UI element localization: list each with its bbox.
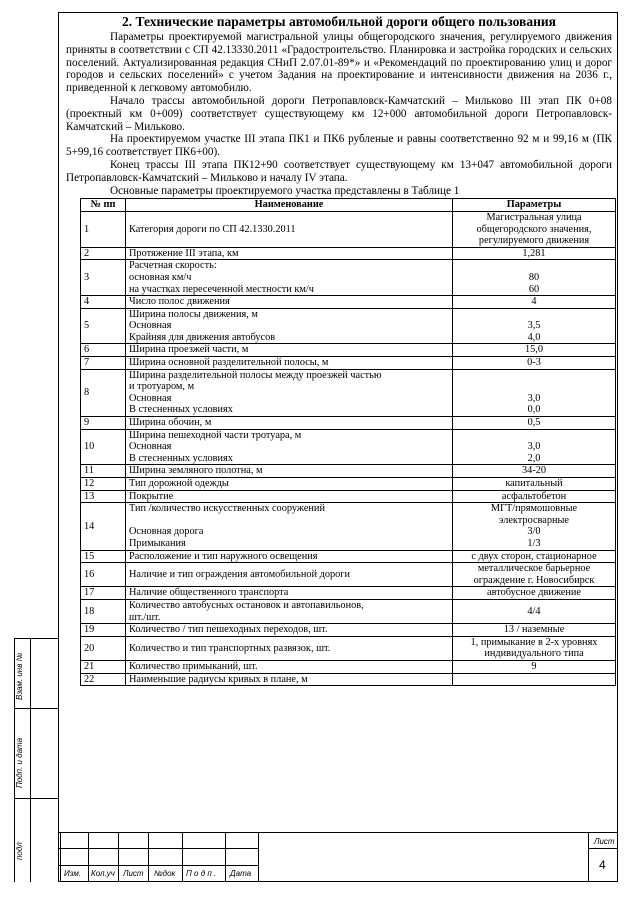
table-row: [81, 344, 616, 357]
col-kolvo: Кол.уч: [91, 869, 115, 878]
row-name: [126, 260, 453, 296]
table-row: [81, 357, 616, 370]
row-param-line: [456, 370, 612, 382]
row-number: 20: [81, 636, 126, 660]
row-param-line: асфальтобетон: [501, 490, 567, 502]
row-name: [126, 624, 453, 637]
row-param-line: 0,5: [527, 417, 541, 429]
row-param-line: индивидуального типа: [484, 648, 584, 660]
row-param: [453, 587, 616, 600]
col-ndok: №док: [154, 869, 176, 878]
row-number: 4: [81, 296, 126, 309]
row-param-line: 60: [528, 283, 540, 295]
row-number: 9: [81, 417, 126, 430]
row-param-line: металлическое барьерное: [477, 563, 591, 575]
row-param-line: 2,0: [527, 452, 541, 464]
row-name-line: Протяжение III этапа, км: [129, 247, 239, 259]
row-param-line: общегородского значения,: [476, 223, 592, 235]
row-param: [453, 344, 616, 357]
table-row: [81, 429, 616, 465]
row-name-line: Категория дороги по СП 42.1330.2011: [129, 223, 296, 235]
row-param: [453, 599, 616, 623]
table-row: [81, 211, 616, 247]
row-param-line: 0,0: [527, 404, 541, 416]
header-name: Наименование: [126, 199, 453, 212]
row-name-line: Основная дорога: [129, 526, 204, 538]
table-row: [81, 503, 616, 550]
table-row: [81, 673, 616, 686]
row-number: 17: [81, 587, 126, 600]
row-param-line: электросварные: [498, 514, 569, 526]
row-name-line: Примыкания: [129, 537, 186, 549]
row-param-line: 15,0: [524, 344, 544, 356]
row-name-line: Количество / тип пешеходных переходов, шт.: [129, 624, 328, 636]
row-param-line: 1,281: [522, 247, 546, 259]
row-param-line: 80: [528, 271, 540, 283]
row-name-line: основная км/ч: [129, 271, 192, 283]
row-param-line: [456, 381, 612, 393]
row-param: [453, 357, 616, 370]
row-name: [126, 563, 453, 587]
col-izm: Изм.: [64, 869, 82, 878]
row-name: [126, 296, 453, 309]
row-name-line: В стесненных условиях: [129, 452, 233, 464]
document-body: [66, 14, 612, 686]
row-name-line: Ширина проезжей части, м: [129, 344, 249, 356]
row-name: [126, 636, 453, 660]
sheet-number: 4: [599, 858, 606, 872]
row-param-line: регулируемого движения: [478, 235, 590, 247]
table-row: [81, 563, 616, 587]
row-name-line: [129, 515, 449, 527]
row-param-line: автобусное движение: [487, 587, 581, 599]
row-name: [126, 490, 453, 503]
row-param-line: Магистральная улица: [486, 211, 582, 223]
row-param-line: 4/4: [527, 605, 541, 617]
table-caption: Основные параметры проектируемого участка представлены в Таблице 1: [110, 184, 460, 197]
row-number: 15: [81, 550, 126, 563]
row-name-line: [129, 212, 449, 224]
row-number: 21: [81, 660, 126, 673]
row-number: 3: [81, 260, 126, 296]
row-name-line: Ширина земляного полотна, м: [129, 465, 263, 477]
row-param: [453, 369, 616, 416]
row-param: [453, 503, 616, 550]
row-name-line: Ширина обочин, м: [129, 417, 212, 429]
row-param-line: МГТ/прямошовные: [490, 503, 578, 515]
paragraph: Параметры проектируемой магистральной улицы общегородского значения, регулируемого движения приняты в соответствии с СП 42.13330.2011 «Градостроительство. Планировка и застройка городских и сельских поселений. Актуализированная редакция СНиП 2.07.01-89*» и «Рекомендаций по проектированию улиц и дорог городов и сельских поселений» с учетом Задания на проектирование и интенсивности движения на 2036 г., приведенной к легковому автомобилю.: [66, 31, 612, 95]
row-name-line: Количество автобусных остановок и автопавильонов,: [129, 599, 364, 611]
row-number: 5: [81, 308, 126, 344]
row-param: [453, 550, 616, 563]
table-row: [81, 478, 616, 491]
row-number: 1: [81, 211, 126, 247]
row-name: [126, 673, 453, 686]
row-number: 6: [81, 344, 126, 357]
row-number: 18: [81, 599, 126, 623]
paragraph: Конец трассы III этапа ПК12+90 соответствует существующему км 13+047 автомобильной дороги Петропавловск-Камчатский – Мильково и началу IV этапа.: [66, 158, 612, 184]
row-name-line: [129, 235, 449, 247]
row-name-line: Тип дорожной одежды: [129, 478, 229, 490]
row-param: [453, 673, 616, 686]
table-row: [81, 296, 616, 309]
row-number: 7: [81, 357, 126, 370]
header-num: № пп: [81, 199, 126, 212]
row-param: [453, 260, 616, 296]
table-row: [81, 417, 616, 430]
side-stamp: [14, 638, 58, 882]
row-number: 22: [81, 673, 126, 686]
row-name: [126, 344, 453, 357]
header-param: Параметры: [453, 199, 616, 212]
row-name-line: и тротуаром, м: [129, 381, 195, 393]
row-name-line: Покрытие: [129, 490, 174, 502]
row-param-line: 9: [531, 660, 537, 672]
table-row: [81, 660, 616, 673]
row-param: [453, 478, 616, 491]
row-name-line: Крайняя для движения автобусов: [129, 331, 276, 343]
row-param: [453, 247, 616, 260]
row-name: [126, 599, 453, 623]
table-row: [81, 587, 616, 600]
row-param: [453, 417, 616, 430]
row-name-line: Ширина полосы движения, м: [129, 308, 258, 320]
table-row: [81, 599, 616, 623]
table-row: [81, 624, 616, 637]
row-name-line: Ширина разделительной полосы между проезжей частью: [129, 369, 382, 381]
table-row: [81, 308, 616, 344]
row-param-line: 34-20: [521, 465, 547, 477]
row-name-line: Наличие общественного транспорта: [129, 587, 289, 599]
row-param: [453, 490, 616, 503]
row-number: 13: [81, 490, 126, 503]
row-param-line: [456, 674, 612, 686]
sign-label: Подп. и дата: [15, 737, 24, 788]
row-name: [126, 660, 453, 673]
row-name-line: Ширина пешеходной части тротуара, м: [129, 429, 302, 441]
row-param-line: 1/3: [527, 537, 541, 549]
row-param: [453, 465, 616, 478]
row-number: 16: [81, 563, 126, 587]
row-name: [126, 465, 453, 478]
row-name: [126, 587, 453, 600]
paragraph: Начало трассы автомобильной дороги Петропавловск-Камчатский – Мильково III этап ПК 0+08 (проектный км 0+009) соответствует существующему км 12+000 автомобильной дороги Петропавловск-Камчатский – Мильково.: [66, 94, 612, 133]
row-param: [453, 296, 616, 309]
row-name-line: Число полос движения: [129, 296, 230, 308]
row-name: [126, 247, 453, 260]
row-param: [453, 660, 616, 673]
col-data: Дата: [230, 869, 252, 878]
row-name-line: Наименьшие радиусы кривых в плане, м: [129, 673, 308, 685]
section-heading: 2. Технические параметры автомобильной дороги общего пользования: [122, 14, 556, 29]
table-row: [81, 260, 616, 296]
parameters-table: [80, 198, 616, 686]
row-number: 2: [81, 247, 126, 260]
podl-label: подл: [15, 842, 24, 860]
paragraph: На проектируемом участке III этапа ПК1 и ПК6 рубленые и равны соответственно 92 м и 99,16 м (ПК 5+99,16 соответствует ПК6+00).: [66, 133, 612, 159]
title-block: [58, 832, 618, 882]
row-param: [453, 563, 616, 587]
table-row: [81, 550, 616, 563]
row-name-line: Расположение и тип наружного освещения: [129, 550, 318, 562]
row-name-line: Основная: [129, 441, 172, 453]
col-list: Лист: [123, 869, 144, 878]
table-row: [81, 369, 616, 416]
inv-label: Взам. инв №: [15, 652, 24, 700]
row-name: [126, 503, 453, 550]
row-number: 14: [81, 503, 126, 550]
row-name-line: Наличие и тип ограждения автомобильной дороги: [129, 568, 351, 580]
row-param-line: 3/0: [527, 526, 541, 538]
row-name-line: В стесненных условиях: [129, 404, 233, 416]
row-number: 12: [81, 478, 126, 491]
row-name: [126, 308, 453, 344]
row-param-line: 0-3: [527, 357, 541, 369]
table-header-row: [81, 199, 616, 212]
table-row: [81, 636, 616, 660]
row-name: [126, 211, 453, 247]
row-name-line: шт./шт.: [129, 611, 161, 623]
sheet-label: Лист: [594, 837, 615, 846]
table-row: [81, 490, 616, 503]
row-param-line: 3,0: [527, 392, 541, 404]
row-name-line: Основная: [129, 392, 172, 404]
row-param-line: 3,5: [527, 320, 541, 332]
row-param: [453, 636, 616, 660]
row-param-line: [456, 309, 612, 321]
row-param: [453, 211, 616, 247]
row-param-line: 13 / наземные: [503, 624, 565, 636]
row-name: [126, 357, 453, 370]
row-name-line: на участках пересеченной местности км/ч: [129, 283, 314, 295]
row-name-line: Количество и тип транспортных развязок, шт.: [129, 642, 331, 654]
row-name-line: Тип /количество искусственных сооружений: [129, 503, 325, 515]
row-name: [126, 550, 453, 563]
row-param-line: [456, 430, 612, 442]
row-name-line: Расчетная скорость:: [129, 260, 217, 272]
row-name: [126, 429, 453, 465]
row-name: [126, 478, 453, 491]
row-param-line: ограждение г. Новосибирск: [473, 574, 595, 586]
row-name: [126, 417, 453, 430]
row-param-line: 3,0: [527, 441, 541, 453]
row-name-line: Количество примыканий, шт.: [129, 660, 258, 672]
row-param-line: 4: [531, 296, 537, 308]
row-name-line: Ширина основной разделительной полосы, м: [129, 357, 329, 369]
row-param-line: 4,0: [527, 331, 541, 343]
row-param-line: капитальный: [505, 478, 563, 490]
row-param-line: 1, примыкание в 2-х уровнях: [470, 636, 598, 648]
col-podp: П о д п .: [186, 869, 217, 878]
table-row: [81, 465, 616, 478]
row-name-line: Основная: [129, 320, 172, 332]
row-param: [453, 624, 616, 637]
row-number: 19: [81, 624, 126, 637]
row-number: 11: [81, 465, 126, 478]
row-param-line: с двух сторон, стационарное: [471, 550, 597, 562]
row-number: 10: [81, 429, 126, 465]
row-param: [453, 429, 616, 465]
row-name: [126, 369, 453, 416]
row-number: 8: [81, 369, 126, 416]
table-row: [81, 247, 616, 260]
row-param-line: [456, 260, 612, 272]
row-param: [453, 308, 616, 344]
